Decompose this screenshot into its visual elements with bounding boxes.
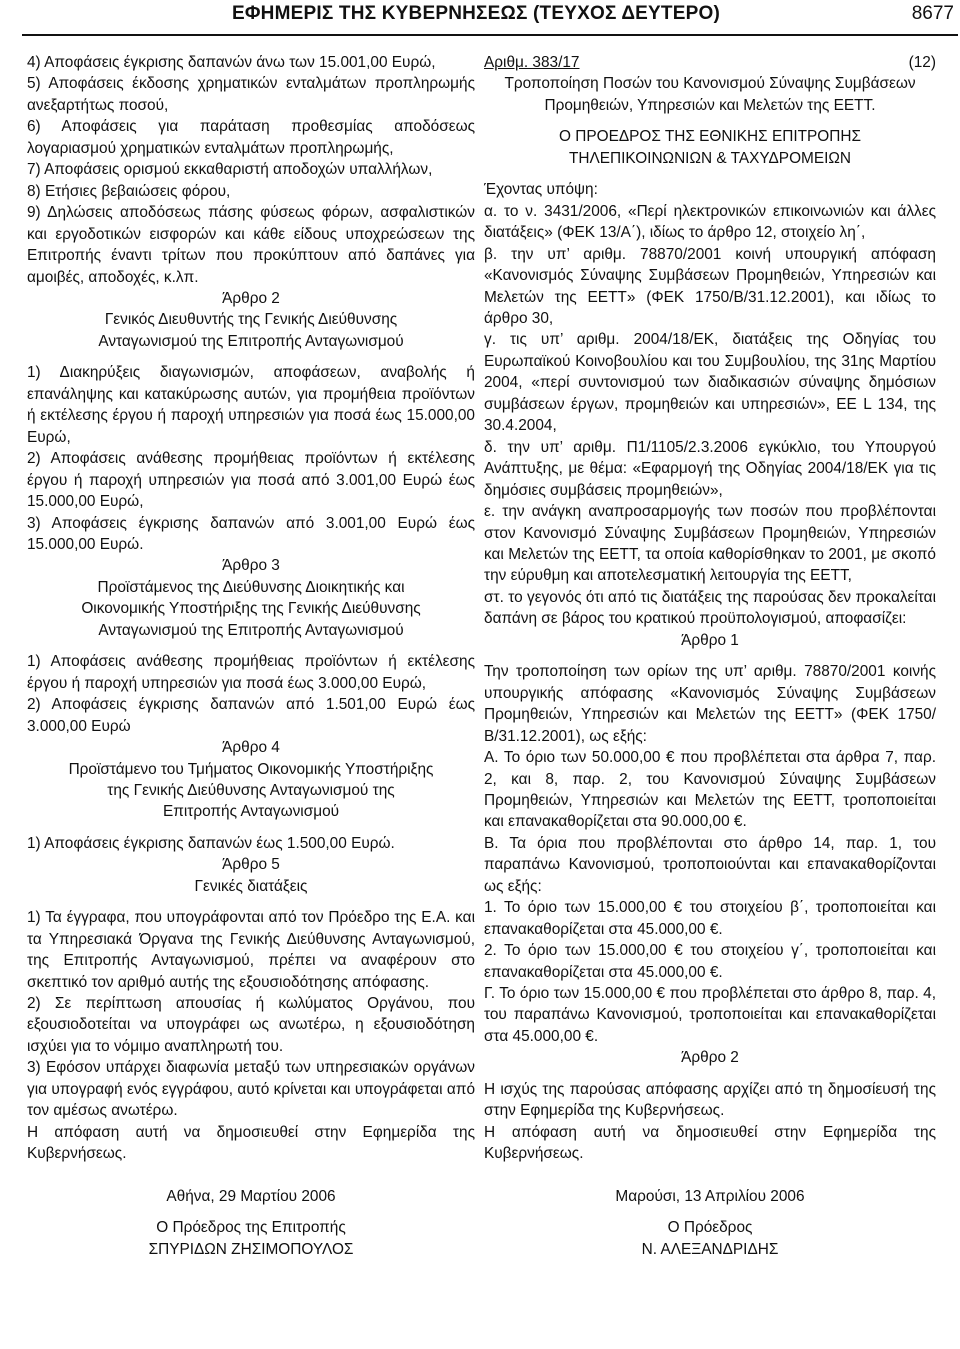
list-item: 1. Το όριο των 15.000,00 € του στοιχείου β΄, τροποποιείται και επανακαθορίζεται στα 45.000,00 €. — [484, 899, 936, 938]
article-3-title: Άρθρο 3 — [222, 557, 280, 575]
list-item: 1) Διακηρύξεις διαγωνισμών, αποφάσεων, αναβολής ή επανάληψης και κατακύρωσης αυτών, για προμήθεια προϊόντων ή εκτέλεσης έργου ή παροχή υπηρεσιών για ποσά έως 15.000,00 Ευρώ, — [27, 364, 475, 446]
signatory-role: Ο Πρόεδρος της Επιτροπής — [156, 1219, 346, 1237]
article-3-subtitle: Οικονομικής Υποστήριξης της Γενικής Διεύθυνσης — [81, 600, 421, 618]
signatory-name: Ν. ΑΛΕΞΑΝΔΡΙΔΗΣ — [641, 1240, 779, 1258]
list-item: 1) Αποφάσεις έγκρισης δαπανών έως 1.500,00 Ευρώ. — [27, 834, 395, 852]
list-item: ε. την ανάγκη αναπροσαρμογής των ποσών που προβλέπονται στον Κανονισμό Σύναψης Συμβάσεων Προμηθειών, Υπηρεσιών και Μελετών της ΕΕΤΤ, τα οποία καθορίσθηκαν το 2001, με σκοπό την εύρυθμη και αποτελεσματική λειτουργία της ΕΕΤΤ, — [484, 503, 936, 585]
place-date: Μαρούσι, 13 Απριλίου 2006 — [615, 1187, 805, 1205]
list-item: Β. Τα όρια που προβλέπονται στο άρθρο 14, παρ. 1, του παραπάνω Κανονισμού, τροποποιούνται και επανακαθορίζονται ως εξής: — [484, 834, 936, 895]
list-item: Την τροποποίηση των ορίων της υπ’ αριθμ. 78870/2001 κοινής υπουργικής απόφασης «Κανονισμός Σύναψης Συμβάσεων Προμηθειών, Υπηρεσιών και Μελετών της ΕΕΤΤ» (ΦΕΚ 1750/Β/31.12.2001), ως εξής: — [484, 663, 936, 745]
list-item: Η απόφαση αυτή να δημοσιευθεί στην Εφημερίδα της Κυβερνήσεως. — [484, 1123, 936, 1163]
article-4-title: Άρθρο 4 — [222, 739, 280, 757]
right-column — [484, 52, 936, 1260]
list-item: 4) Αποφάσεις έγκρισης δαπανών άνω των 15.001,00 Ευρώ, — [27, 54, 436, 71]
decision-header — [484, 52, 936, 73]
gazette-title: ΕΦΗΜΕΡΙΣ ΤΗΣ ΚΥΒΕΡΝΗΣΕΩΣ (ΤΕΥΧΟΣ ΔΕΥΤΕΡΟ) — [232, 3, 720, 24]
list-item: 1) Αποφάσεις ανάθεσης προμήθειας προϊόντων ή εκτέλεσης έργου ή παροχή υπηρεσιών για ποσά έως 3.000,00 Ευρώ, — [27, 653, 475, 692]
page-number: 8677 — [911, 3, 954, 24]
list-item: δ. την υπ’ αριθμ. Π1/1105/2.3.2006 εγκύκλιο, του Υπουργού Ανάπτυξης, με θέμα: «Εφαρμογή της Οδηγίας 2004/18/ΕΚ για τις δημόσιες συμβάσεις προμηθειών», — [484, 438, 936, 499]
list-item: 9) Δηλώσεις αποδόσεως πάσης φύσεως φόρων, ασφαλιστικών και εργοδοτικών εισφορών και κάθε είδους υποχρεώσεων της Επιτροπής έναντι τρίτων που προκύπτουν από δαπάνες για αμοιβές, αποδοχές, κ.λπ. — [27, 204, 475, 286]
list-item: 1) Τα έγγραφα, που υπογράφονται από τον Πρόεδρο της Ε.Α. και τα Υπηρεσιακά Όργανα της Γενικής Διεύθυνσης Ανταγωνισμού, της Επιτροπής Ανταγωνισμού, πρέπει να αναφέρουν στο σκεπτικό τον αριθμό αυτής της εξουσιοδότησης απόφασης. — [27, 909, 475, 991]
article-4-subtitle: Επιτροπής Ανταγωνισμού — [162, 803, 340, 821]
list-item: 8) Ετήσιες βεβαιώσεις φόρου, — [27, 182, 231, 200]
article-2-title: Άρθρο 2 — [222, 289, 280, 307]
list-item: Η απόφαση αυτή να δημοσιευθεί στην Εφημερίδα της Κυβερνήσεως. — [27, 1123, 475, 1163]
list-item: 3) Αποφάσεις έγκρισης δαπανών από 3.001,00 Ευρώ έως 15.000,00 Ευρώ. — [27, 514, 475, 553]
signatory-name: ΣΠΥΡΙΔΩΝ ΖΗΣΙΜΟΠΟΥΛΟΣ — [148, 1240, 354, 1258]
decision-subject: Τροποποίηση Ποσών του Κανονισμού Σύναψης Συμβάσεων Προμηθειών, Υπηρεσιών και Μελετών της ΕΕΤΤ. — [504, 75, 916, 114]
article-4-subtitle: της Γενικής Διεύθυνσης Ανταγωνισμού της — [107, 781, 395, 799]
list-item: Η ισχύς της παρούσας απόφασης αρχίζει από τη δημοσίευσή της στην Εφημερίδα της Κυβερνήσεως. — [484, 1080, 936, 1120]
list-item: 7) Αποφάσεις ορισμού εκκαθαριστή αποδοχών υπαλλήλων, — [27, 161, 433, 179]
authority-line: Ο ΠΡΟΕΔΡΟΣ ΤΗΣ ΕΘΝΙΚΗΣ ΕΠΙΤΡΟΠΗΣ — [558, 128, 862, 146]
article-2-subtitle: Γενικός Διευθυντής της Γενικής Διεύθυνσης — [104, 311, 398, 329]
article-3-subtitle: Προϊστάμενος της Διεύθυνσης Διοικητικής και — [97, 578, 405, 596]
article-5-title: Άρθρο 5 — [222, 856, 280, 874]
list-item: γ. τις υπ’ αριθμ. 2004/18/ΕΚ, διατάξεις της Οδηγίας του Ευρωπαϊκού Κοινοβουλίου και του Συμβουλίου, της 31ης Μαρτίου 2004, «περί συντονισμού των διαδικασιών σύναψης δημόσιων συμβάσεων έργων, προμηθειών και υπηρεσιών», ΕΕ L 134, της 30.4.2004, — [484, 331, 936, 435]
article-5-subtitle: Γενικές διατάξεις — [194, 877, 308, 895]
authority-line: ΤΗΛΕΠΙΚΟΙΝΩΝΙΩΝ & ΤΑΧΥΔΡΟΜΕΙΩΝ — [568, 149, 852, 167]
list-item: α. το ν. 3431/2006, «Περί ηλεκτρονικών επικοινωνιών και άλλες διατάξεις» (ΦΕΚ 13/Α΄), ιδίως το άρθρο 12, στοιχείο λη΄, — [484, 202, 936, 242]
list-item: 3) Εφόσον υπάρχει διαφωνία μεταξύ των υπηρεσιακών οργάνων για υπογραφή ενός εγγράφου, αυτό κρίνεται και υπογράφεται από τον αμέσως ανωτέρω. — [27, 1059, 475, 1120]
signatory-role: Ο Πρόεδρος — [667, 1219, 753, 1237]
list-item: 5) Αποφάσεις έκδοσης χρηματικών ενταλμάτων προπληρωμής ανεξαρτήτως ποσού, — [27, 75, 475, 114]
article-2-title: Άρθρο 2 — [681, 1049, 739, 1067]
list-item: 6) Αποφάσεις για παράταση προθεσμίας αποδόσεως λογαριασμού χρηματικών ενταλμάτων προπληρωμής, — [27, 118, 475, 157]
list-item: 2) Αποφάσεις ανάθεσης προμήθειας προϊόντων ή εκτέλεσης έργου ή παροχή υπηρεσιών για ποσά από 3.001,00 Ευρώ έως 15.000,00 Ευρώ, — [27, 450, 475, 511]
place-date: Αθήνα, 29 Μαρτίου 2006 — [166, 1187, 336, 1205]
list-item: Γ. Το όριο των 15.000,00 € που προβλέπεται στο άρθρο 8, παρ. 4, του παραπάνω Κανονισμού, τροποποιείται και επανακαθορίζεται στα 45.000,00 €. — [484, 985, 936, 1045]
list-item: 2) Αποφάσεις έγκρισης δαπανών από 1.501,00 Ευρώ έως 3.000,00 Ευρώ — [27, 696, 475, 735]
left-column — [27, 52, 475, 1260]
list-item: Α. Το όριο των 50.000,00 € που προβλέπεται στα άρθρα 7, παρ. 2, και 8, παρ. 2, του Κανονισμού Σύναψης Συμβάσεων Προμηθειών, Υπηρεσιών και Μελετών της ΕΕΤΤ, τροποποιείται και επανακαθορίζεται στα 90.000,00 €. — [484, 749, 936, 831]
article-4-subtitle: Προϊστάμενο του Τμήματος Οικονομικής Υποστήριξης — [68, 760, 434, 778]
list-item: 2) Σε περίπτωση απουσίας ή κωλύματος Οργάνου, που εξουσιοδοτείται να υπογράφει ως ανωτέρω, η εξουσιοδότηση ισχύει για το νόμιμο αναπληρωτή του. — [27, 995, 475, 1055]
article-2-subtitle: Ανταγωνισμού της Επιτροπής Ανταγωνισμού — [98, 332, 404, 350]
article-1-title: Άρθρο 1 — [681, 631, 739, 649]
list-item: 2. Το όριο των 15.000,00 € του στοιχείου γ΄, τροποποιείται και επανακαθορίζεται στα 45.000,00 €. — [484, 942, 936, 981]
having-regard: Έχοντας υπόψη: — [484, 181, 598, 199]
list-item: στ. το γεγονός ότι από τις διατάξεις της παρούσας δεν προκαλείται δαπάνη σε βάρος του κρατικού προϋπολογισμού, αποφασίζει: — [484, 588, 936, 628]
article-3-subtitle: Ανταγωνισμού της Επιτροπής Ανταγωνισμού — [98, 621, 404, 639]
list-item: β. την υπ’ αριθμ. 78870/2001 κοινή υπουργική απόφαση «Κανονισμός Σύναψης Συμβάσεων Προμηθειών, Υπηρεσιών και Μελετών της ΕΕΤΤ» (ΦΕΚ 1750/Β/31.12.2001), και ιδίως το άρθρο 30, — [484, 245, 936, 327]
decision-number: Αριθμ. 383/17 — [484, 54, 580, 71]
decision-tag: (12) — [908, 54, 936, 71]
page-header — [22, 0, 958, 36]
